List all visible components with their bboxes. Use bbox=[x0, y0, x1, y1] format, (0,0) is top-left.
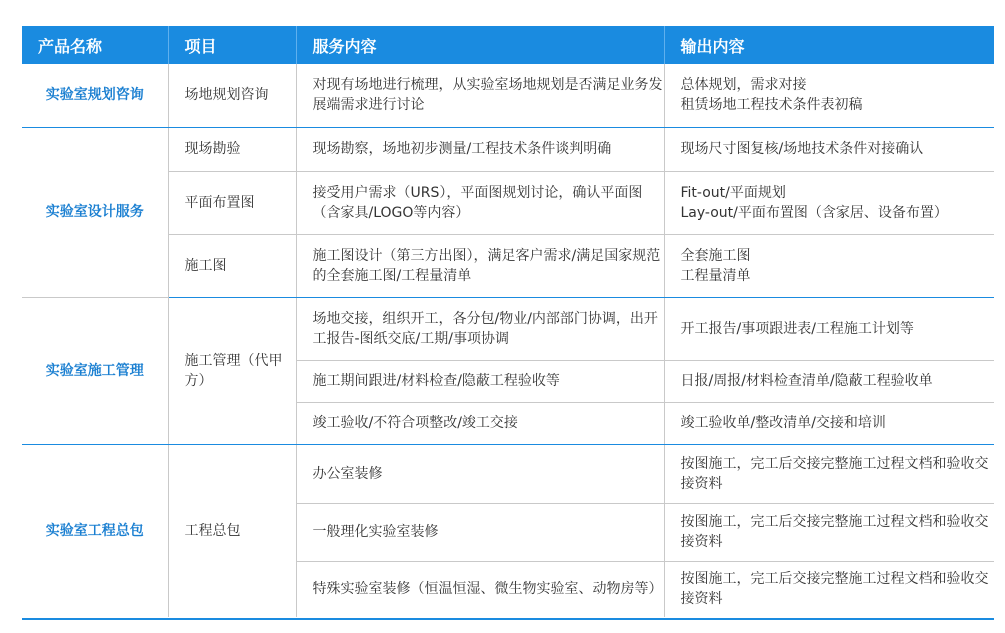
project-name: 施工图 bbox=[168, 234, 296, 297]
project-name: 工程总包 bbox=[168, 444, 296, 617]
output-content bbox=[664, 64, 994, 127]
project-name: 平面布置图 bbox=[168, 171, 296, 234]
table-bottom-rule bbox=[22, 618, 994, 620]
header-project: 项目 bbox=[168, 26, 296, 64]
output-content bbox=[664, 171, 994, 234]
header-product: 产品名称 bbox=[22, 26, 168, 64]
table-row bbox=[22, 64, 994, 127]
product-name: 实验室设计服务 bbox=[22, 127, 168, 297]
project-name: 场地规划咨询 bbox=[168, 64, 296, 127]
table-row bbox=[22, 234, 994, 297]
output-content: 按图施工，完工后交接完整施工过程文档和验收交接资料 bbox=[664, 561, 994, 617]
product-name: 实验室工程总包 bbox=[22, 444, 168, 617]
service-content: 特殊实验室装修（恒温恒湿、微生物实验室、动物房等） bbox=[296, 561, 664, 617]
output-content: 按图施工，完工后交接完整施工过程文档和验收交接资料 bbox=[664, 444, 994, 503]
table-row bbox=[22, 171, 994, 234]
output-content: 现场尺寸图复核/场地技术条件对接确认 bbox=[664, 127, 994, 171]
service-content: 办公室装修 bbox=[296, 444, 664, 503]
output-content: 按图施工，完工后交接完整施工过程文档和验收交接资料 bbox=[664, 503, 994, 561]
output-line: 工程量清单 bbox=[680, 267, 751, 284]
header-output: 输出内容 bbox=[664, 26, 994, 64]
output-line: Lay-out/平面布置图（含家居、设备布置） bbox=[680, 204, 948, 221]
service-content: 施工期间跟进/材料检查/隐蔽工程验收等 bbox=[296, 360, 664, 402]
output-line: 租赁场地工程技术条件表初稿 bbox=[680, 97, 863, 114]
product-name: 实验室规划咨询 bbox=[22, 64, 168, 127]
table-row bbox=[22, 444, 994, 503]
output-content: 竣工验收单/整改清单/交接和培训 bbox=[664, 402, 994, 444]
output-content bbox=[664, 234, 994, 297]
service-content: 接受用户需求（URS），平面图规划讨论，确认平面图（含家具/LOGO等内容） bbox=[296, 171, 664, 234]
service-content: 对现有场地进行梳理，从实验室场地规划是否满足业务发展端需求进行讨论 bbox=[296, 64, 664, 127]
output-line: Fit-out/平面规划 bbox=[680, 184, 786, 201]
output-content: 开工报告/事项跟进表/工程施工计划等 bbox=[664, 297, 994, 360]
table-row bbox=[22, 297, 994, 360]
table-row bbox=[22, 127, 994, 171]
table-header-row bbox=[22, 26, 994, 64]
output-line: 总体规划，需求对接 bbox=[680, 77, 807, 94]
header-service: 服务内容 bbox=[296, 26, 664, 64]
service-content: 一般理化实验室装修 bbox=[296, 503, 664, 561]
project-name: 施工管理（代甲方） bbox=[168, 297, 296, 444]
product-name: 实验室施工管理 bbox=[22, 297, 168, 444]
service-table bbox=[22, 26, 994, 617]
service-content: 竣工验收/不符合项整改/竣工交接 bbox=[296, 402, 664, 444]
service-content: 场地交接，组织开工，各分包/物业/内部部门协调，出开工报告-图纸交底/工期/事项协调 bbox=[296, 297, 664, 360]
service-content: 现场勘察，场地初步测量/工程技术条件谈判明确 bbox=[296, 127, 664, 171]
output-line: 全套施工图 bbox=[680, 247, 751, 264]
service-content: 施工图设计（第三方出图），满足客户需求/满足国家规范的全套施工图/工程量清单 bbox=[296, 234, 664, 297]
service-table-container bbox=[22, 26, 994, 617]
project-name: 现场勘验 bbox=[168, 127, 296, 171]
output-content: 日报/周报/材料检查清单/隐蔽工程验收单 bbox=[664, 360, 994, 402]
